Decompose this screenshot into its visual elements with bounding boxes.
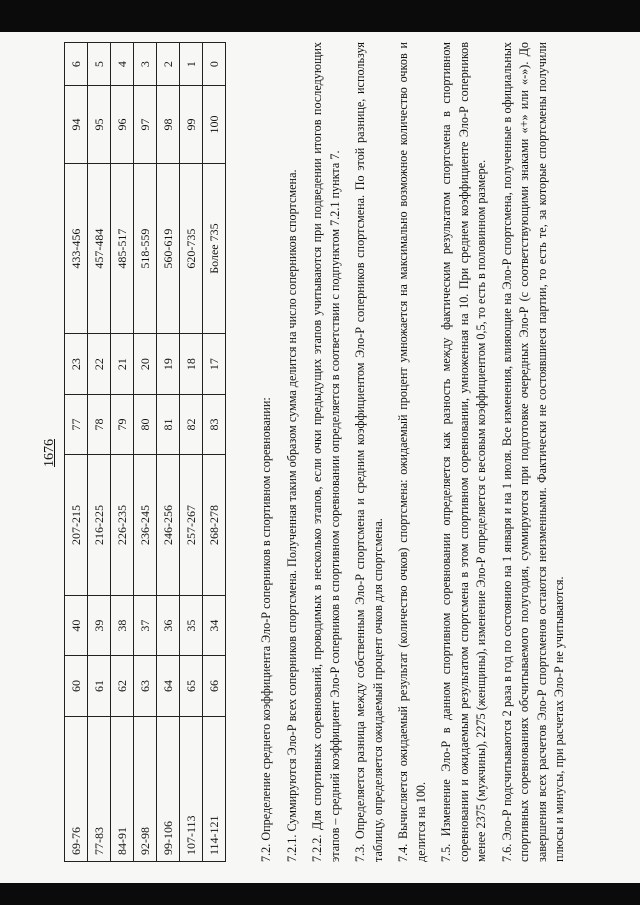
table-cell: 62 <box>111 656 134 716</box>
table-cell: 433-456 <box>65 163 88 334</box>
elo-expectation-table <box>64 42 226 862</box>
table-cell: 36 <box>157 595 180 655</box>
table-cell: 37 <box>134 595 157 655</box>
table-cell: 23 <box>65 334 88 394</box>
table-cell: 560-619 <box>157 163 180 334</box>
table-cell: Более 735 <box>203 163 226 334</box>
table-cell: 236-245 <box>134 455 157 596</box>
table-row <box>65 43 88 862</box>
table-cell: 1 <box>180 43 203 86</box>
table-cell: 257-267 <box>180 455 203 596</box>
scan-border-bottom <box>0 883 640 905</box>
document-page <box>0 32 640 883</box>
table-cell: 3 <box>134 43 157 86</box>
table-row <box>111 43 134 862</box>
table-cell: 226-235 <box>111 455 134 596</box>
table-cell: 4 <box>111 43 134 86</box>
paragraph-7-4: 7.4. Вычисляется ожидаемый результат (количество очков) спортсмена: ожидаемый процент умножается на максимально возможное количество очков и делится на 100. <box>396 42 428 862</box>
table-cell: 268-278 <box>203 455 226 596</box>
paragraph-7-6: 7.6. Эло-Р подсчитываются 2 раза в год по состоянию на 1 января и на 1 июля. Все изменения, влияющие на Эло-Р спортсмена, полученные в официальных спортивных соревнованиях обсчитываемого полугодия, суммируются при подготовке очередных Эло-Р (с соответствующими знаками «+» или «-»). До завершения всех расчетов Эло-Р спортсменов остаются неизменными. Фактически не состоявшиеся партии, то есть те, за которые спортсмены получили плюсы и минусы, при расчетах Эло-Р не учитываются. <box>499 42 566 862</box>
scan-border-top <box>0 0 640 32</box>
table-cell: 92-98 <box>134 716 157 861</box>
paragraph-7-2: 7.2. Определение среднего коэффициента Эло-Р соперников в спортивном соревновании: <box>259 397 273 862</box>
table-cell: 94 <box>65 86 88 164</box>
table-cell: 0 <box>203 43 226 86</box>
table-cell: 84-91 <box>111 716 134 861</box>
table-row <box>180 43 203 862</box>
table-cell: 38 <box>111 595 134 655</box>
table-cell: 97 <box>134 86 157 164</box>
table-cell: 63 <box>134 656 157 716</box>
paragraph-7-5: 7.5. Изменение Эло-Р в данном спортивном соревновании определяется как разность между фактическим результатом спортсмена в спортивном соревновании и ожидаемым результатом спортсмена в этом спортивном соревновании, умноженная на 10. При среднем коэффициенте Эло-Р соперников менее 2375 (мужчины), 2275 (женщины), изменение Эло-Р определяется с весовым коэффициентом 0,5, то есть в половинном размере. <box>439 42 488 862</box>
table-cell: 485-517 <box>111 163 134 334</box>
table-cell: 216-225 <box>88 455 111 596</box>
table-cell: 6 <box>65 43 88 86</box>
table-cell: 99 <box>180 86 203 164</box>
table-cell: 77-83 <box>88 716 111 861</box>
table-cell: 65 <box>180 656 203 716</box>
table-cell: 20 <box>134 334 157 394</box>
table-cell: 100 <box>203 86 226 164</box>
table-cell: 40 <box>65 595 88 655</box>
table-row <box>157 43 180 862</box>
table-cell: 83 <box>203 394 226 454</box>
table-cell: 107-113 <box>180 716 203 861</box>
table-cell: 99-106 <box>157 716 180 861</box>
table-cell: 69-76 <box>65 716 88 861</box>
paragraph-7-2-1: 7.2.1. Суммируются Эло-Р всех соперников спортсмена. Полученная таким образом сумма делится на число соперников спортсмена. <box>284 169 299 862</box>
rotated-content <box>40 42 600 862</box>
table-cell: 66 <box>203 656 226 716</box>
table-cell: 96 <box>111 86 134 164</box>
table-cell: 81 <box>157 394 180 454</box>
table-cell: 82 <box>180 394 203 454</box>
table-cell: 18 <box>180 334 203 394</box>
paragraph-7-2-2: 7.2.2. Для спортивных соревнований, проводимых в несколько этапов, если очки предыдущих этапов учитываются при подведении итогов последующих этапов – средний коэффициент Эло-Р соперников в спортивном соревновании определяется в соответствии с подпунктом 7.2.1 пункта 7. <box>310 42 342 862</box>
table-cell: 78 <box>88 394 111 454</box>
table-cell: 98 <box>157 86 180 164</box>
table-cell: 207-215 <box>65 455 88 596</box>
table-cell: 2 <box>157 43 180 86</box>
table-cell: 21 <box>111 334 134 394</box>
page-number: 1676 <box>42 439 57 467</box>
table-cell: 246-256 <box>157 455 180 596</box>
table-row <box>134 43 157 862</box>
table-cell: 61 <box>88 656 111 716</box>
table-cell: 60 <box>65 656 88 716</box>
table-cell: 34 <box>203 595 226 655</box>
table-cell: 77 <box>65 394 88 454</box>
table-cell: 64 <box>157 656 180 716</box>
table-cell: 19 <box>157 334 180 394</box>
table-cell: 518-559 <box>134 163 157 334</box>
table-cell: 457-484 <box>88 163 111 334</box>
table-cell: 39 <box>88 595 111 655</box>
table-cell: 95 <box>88 86 111 164</box>
table-row <box>88 43 111 862</box>
document-text <box>258 42 577 862</box>
table-cell: 35 <box>180 595 203 655</box>
table-cell: 80 <box>134 394 157 454</box>
paragraph-7-3: 7.3. Определяется разница между собственным Эло-Р спортсмена и средним коэффициентом Эло-Р соперников спортсмена. По этой разнице, используя таблицу, определяется ожидаемый процент очков для спортсмена. <box>353 42 385 862</box>
table-cell: 620-735 <box>180 163 203 334</box>
table-row <box>203 43 226 862</box>
table-cell: 79 <box>111 394 134 454</box>
table-cell: 114-121 <box>203 716 226 861</box>
table-cell: 17 <box>203 334 226 394</box>
table-cell: 5 <box>88 43 111 86</box>
table-cell: 22 <box>88 334 111 394</box>
